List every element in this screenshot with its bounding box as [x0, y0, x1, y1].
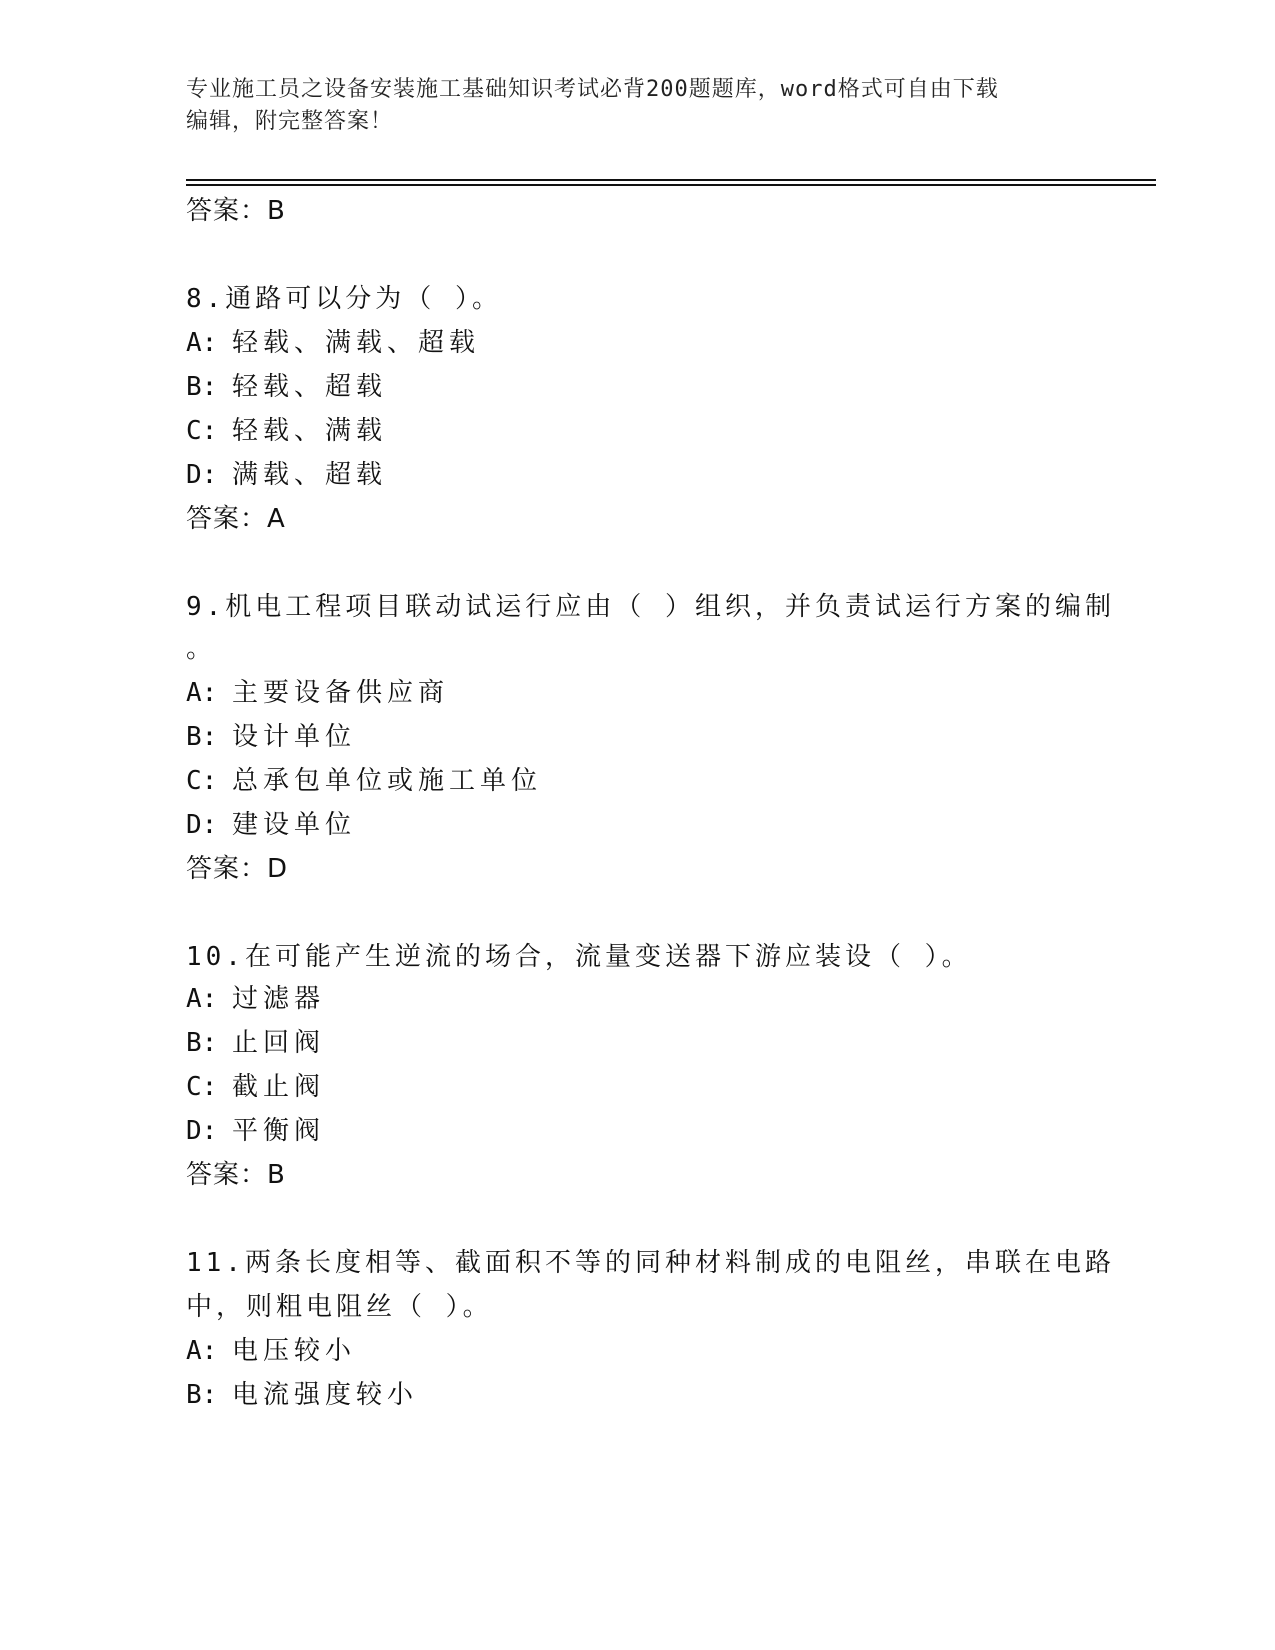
option-letter: A:: [186, 328, 218, 358]
option-text: 轻载、超载: [232, 372, 388, 402]
option-text: 平衡阀: [232, 1116, 326, 1146]
option-text: 过滤器: [232, 984, 326, 1014]
question-9-option-c: [186, 760, 542, 797]
question-11-stem-continued: 中，则粗电阻丝（ ）。: [186, 1292, 493, 1322]
option-text: 满载、超载: [232, 460, 388, 490]
question-9-option-d: [186, 804, 356, 841]
option-text: 截止阀: [232, 1072, 326, 1102]
option-text: 止回阀: [232, 1028, 326, 1058]
option-text: 总承包单位或施工单位: [232, 766, 543, 796]
option-letter: A:: [186, 1336, 218, 1366]
question-10-option-c: [186, 1066, 325, 1103]
question-8-option-a: [186, 322, 480, 359]
answer-value: A: [267, 504, 286, 534]
question-11-option-a: [186, 1330, 356, 1367]
answer-value: B: [267, 1160, 286, 1190]
answer-value: B: [267, 196, 286, 226]
option-letter: C:: [186, 1072, 218, 1102]
document-header: [186, 74, 1086, 138]
question-9-answer: [186, 848, 288, 885]
question-11-stem: 11.两条长度相等、截面积不等的同种材料制成的电阻丝，串联在电路: [186, 1248, 1115, 1278]
answer-value: D: [267, 854, 289, 884]
option-letter: C:: [186, 766, 218, 796]
question-9-option-a: [186, 672, 449, 709]
option-letter: C:: [186, 416, 218, 446]
question-8-option-b: [186, 366, 387, 403]
option-text: 主要设备供应商: [232, 678, 450, 708]
question-9-stem: 9.机电工程项目联动试运行应由（ ）组织，并负责试运行方案的编制: [186, 592, 1115, 622]
option-text: 设计单位: [232, 722, 357, 752]
question-10-option-a: [186, 978, 325, 1015]
question-10-stem: 10.在可能产生逆流的场合，流量变送器下游应装设（ ）。: [186, 942, 972, 972]
option-letter: D:: [186, 460, 218, 490]
option-letter: B:: [186, 1028, 218, 1058]
header-line-1: 专业施工员之设备安装施工基础知识考试必背200题题库，word格式可自由下载: [186, 77, 999, 102]
option-text: 电流强度较小: [232, 1380, 419, 1410]
header-divider-bottom: [186, 184, 1156, 186]
answer-label: 答案：: [186, 854, 268, 884]
option-letter: A:: [186, 984, 218, 1014]
question-10-answer: [186, 1154, 286, 1191]
answer-label: 答案：: [186, 1160, 268, 1190]
question-8-option-c: [186, 410, 387, 447]
header-divider-top: [186, 179, 1156, 181]
option-letter: B:: [186, 722, 218, 752]
option-letter: B:: [186, 1380, 218, 1410]
option-text: 轻载、满载、超载: [232, 328, 481, 358]
question-10-option-d: [186, 1110, 325, 1147]
option-text: 轻载、满载: [232, 416, 388, 446]
option-letter: D:: [186, 1116, 218, 1146]
header-line-2: 编辑，附完整答案！: [186, 109, 394, 134]
option-text: 建设单位: [232, 810, 357, 840]
option-letter: A:: [186, 678, 218, 708]
question-8-answer: [186, 498, 286, 535]
question-8-option-d: [186, 454, 387, 491]
answer-label: 答案：: [186, 196, 268, 226]
question-9-stem-continued: 。: [186, 634, 217, 664]
question-10-option-b: [186, 1022, 325, 1059]
question-9-option-b: [186, 716, 356, 753]
answer-label: 答案：: [186, 504, 268, 534]
previous-answer: [186, 190, 286, 227]
question-8-stem: 8.通路可以分为（ ）。: [186, 284, 502, 314]
option-letter: D:: [186, 810, 218, 840]
option-letter: B:: [186, 372, 218, 402]
option-text: 电压较小: [232, 1336, 357, 1366]
question-11-option-b: [186, 1374, 418, 1411]
